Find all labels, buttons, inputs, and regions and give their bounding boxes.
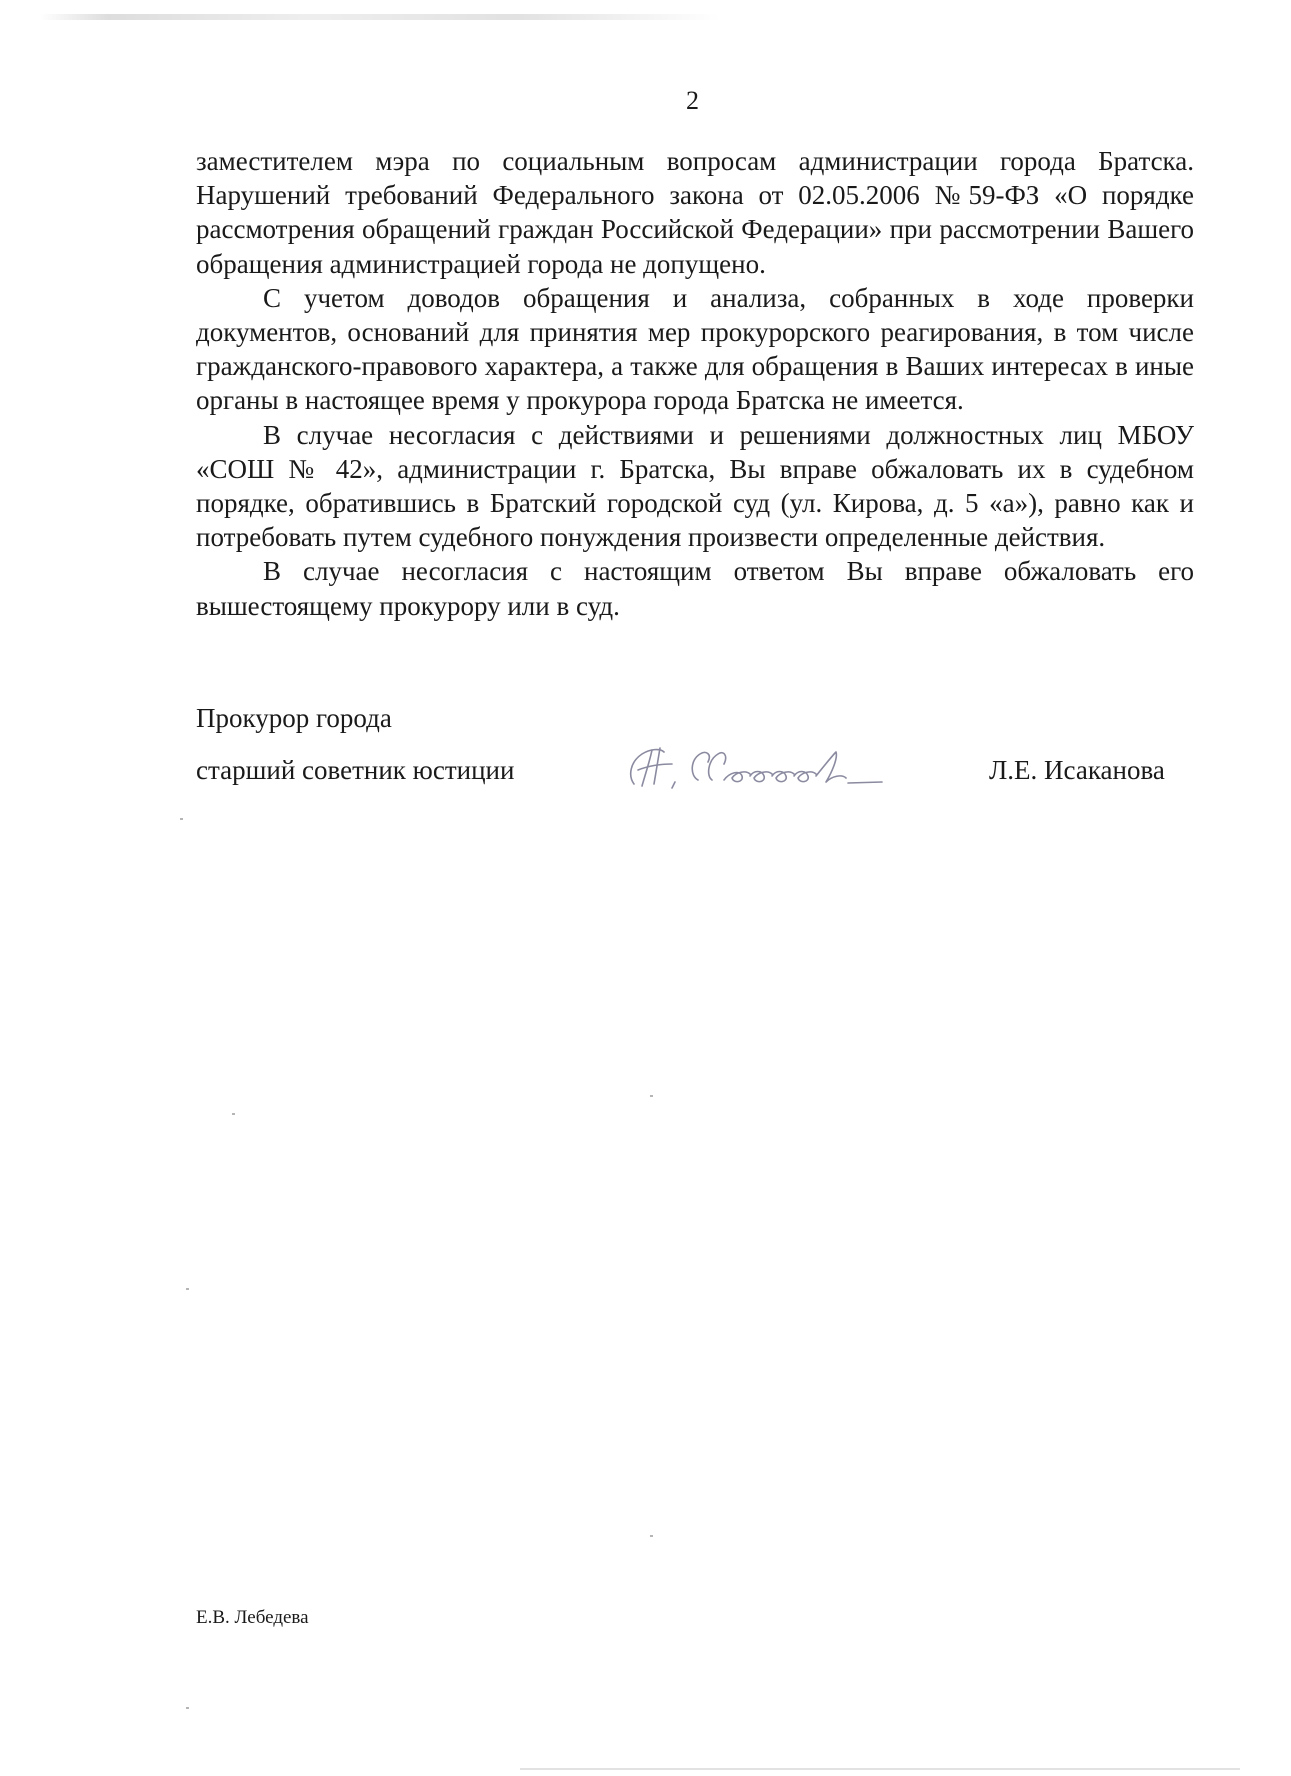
- scan-speck: [180, 818, 183, 820]
- handwritten-signature-icon: [620, 736, 900, 794]
- scan-edge-top: [40, 14, 720, 20]
- scan-edge-bottom: [520, 1768, 1240, 1770]
- paragraph: В случае несогласия с действиями и решениями должностных лиц МБОУ «СОШ № 42», администрации г. Братска, Вы вправе обжаловать их в судебном порядке, обратившись в Братский городской суд (ул. Кирова, д. 5 «а»), равно как и потребовать путем судебного понуждения произвести определенные действия.: [196, 419, 1194, 553]
- paragraph: С учетом доводов обращения и анализа, собранных в ходе проверки документов, оснований для принятия мер прокурорского реагирования, в том числе гражданского-правового характера, а также для обращения в Ваших интересах в иные органы в настоящее время у прокурора города Братска не имеется.: [196, 282, 1194, 416]
- letter-body: [196, 144, 1194, 623]
- signatory-position: Прокурор города: [196, 703, 392, 733]
- executor-name: Е.В. Лебедева: [196, 1607, 309, 1628]
- signatory-name: Л.Е. Исаканова: [989, 755, 1165, 785]
- scan-speck: [186, 1707, 189, 1709]
- paragraph: В случае несогласия с настоящим ответом Вы вправе обжаловать его вышестоящему прокурору или в суд.: [196, 556, 1194, 621]
- scan-speck: [650, 1535, 653, 1537]
- paragraph: заместителем мэра по социальным вопросам администрации города Братска. Нарушений требований Федерального закона от 02.05.2006 №59-ФЗ «О порядке рассмотрения обращений граждан Российской Федерации» при рассмотрении Вашего обращения администрацией города не допущено.: [196, 146, 1194, 279]
- signatory-rank: старший советник юстиции: [196, 755, 515, 785]
- page-number: 2: [686, 86, 699, 115]
- scan-speck: [650, 1095, 653, 1097]
- scan-speck: [186, 1288, 189, 1290]
- scan-speck: [232, 1113, 235, 1115]
